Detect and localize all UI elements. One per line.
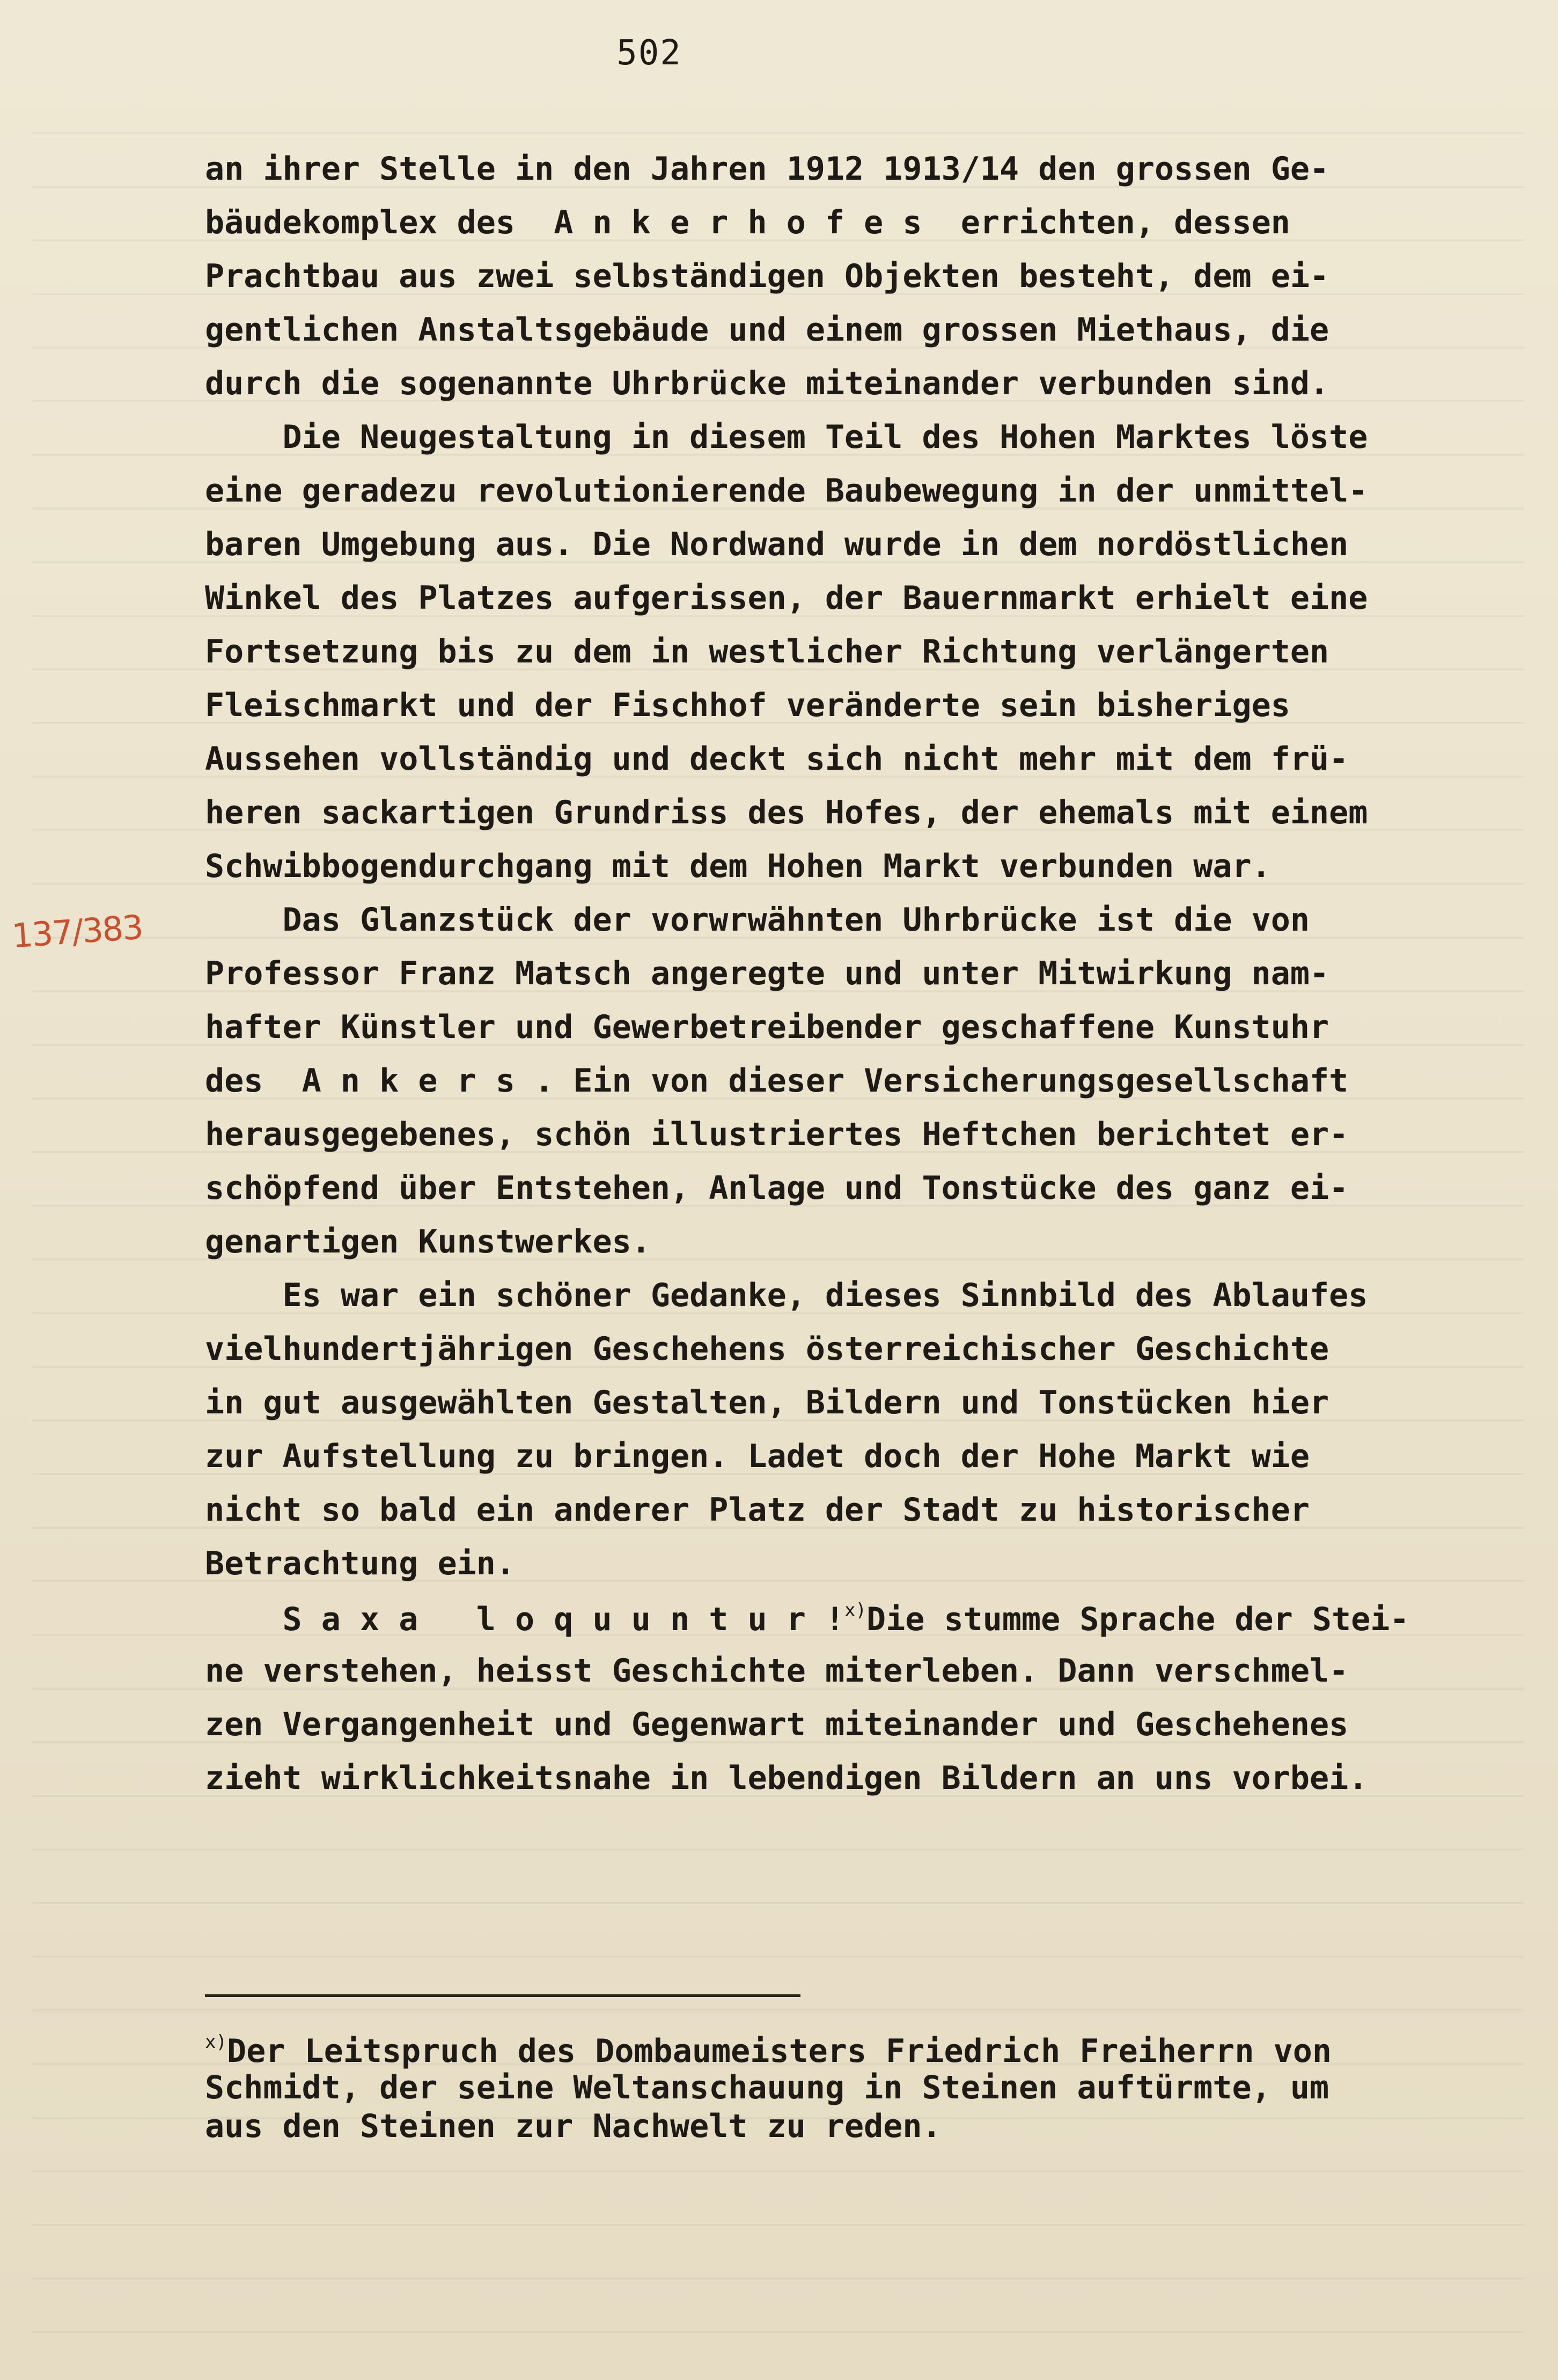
text-line: Aussehen vollständig und deckt sich nicht mehr mit dem frü-: [205, 740, 1349, 778]
text-line: Fortsetzung bis zu dem in westlicher Richtung verlängerten: [205, 633, 1329, 670]
text-line: heren sackartigen Grundriss des Hofes, der ehemals mit einem: [205, 794, 1368, 831]
text-line: nicht so bald ein anderer Platz der Stadt zu historischer: [205, 1491, 1310, 1529]
text-line: schöpfend über Entstehen, Anlage und Tonstücke des ganz ei-: [205, 1169, 1349, 1207]
text-line: Winkel des Platzes aufgerissen, der Bauernmarkt erhielt eine: [205, 579, 1368, 617]
page-number: 502: [616, 33, 682, 73]
footnote-line: [205, 2031, 1332, 2070]
text-line: hafter Künstler und Gewerbetreibender geschaffene Kunstuhr: [205, 1008, 1329, 1046]
saxa-quote: S a x a l o q u u n t u r !: [205, 1601, 845, 1638]
saxa-line: [205, 1600, 1409, 1638]
text-line: herausgegebenes, schön illustriertes Heftchen berichtet er-: [205, 1116, 1349, 1153]
text-line: Schwibbogendurchgang mit dem Hohen Markt verbunden war.: [205, 848, 1271, 885]
closing-line: zen Vergangenheit und Gegenwart miteinander und Geschehenes: [205, 1706, 1349, 1743]
closing-line: zieht wirklichkeitsnahe in lebendigen Bildern an uns vorbei.: [205, 1759, 1368, 1797]
text-line: eine geradezu revolutionierende Baubewegung in der unmittel-: [205, 472, 1368, 510]
footnote-line: Schmidt, der seine Weltanschauung in Steinen auftürmte, um: [205, 2069, 1329, 2106]
footnote-text: Der Leitspruch des Dombaumeisters Friedrich Freiherrn von: [226, 2032, 1332, 2070]
text-line: Es war ein schöner Gedanke, dieses Sinnbild des Ablaufes: [205, 1277, 1368, 1314]
footnote-reference-mark: x): [844, 1600, 867, 1621]
text-line: Betrachtung ein.: [205, 1545, 515, 1582]
text-line: in gut ausgewählten Gestalten, Bildern und Tonstücken hier: [205, 1384, 1329, 1421]
margin-annotation: 137/383: [10, 907, 144, 956]
text-line: bäudekomplex des A n k e r h o f e s errichten, dessen: [205, 204, 1290, 241]
text-line: vielhundertjährigen Geschehens österreichischer Geschichte: [205, 1330, 1329, 1368]
text-line: Das Glanzstück der vorwrwähnten Uhrbrücke ist die von: [205, 901, 1310, 939]
text-line: des A n k e r s . Ein von dieser Versicherungsgesellschaft: [205, 1062, 1349, 1100]
text-line: gentlichen Anstaltsgebäude und einem grossen Miethaus, die: [205, 311, 1329, 349]
closing-line: ne verstehen, heisst Geschichte miterleben. Dann verschmel-: [205, 1652, 1349, 1690]
text-line: genartigen Kunstwerkes.: [205, 1223, 651, 1261]
footnote-line: aus den Steinen zur Nachwelt zu reden.: [205, 2108, 942, 2145]
footnote-divider: [205, 1994, 800, 1997]
text-line: Die Neugestaltung in diesem Teil des Hohen Marktes löste: [205, 418, 1368, 456]
saxa-line-rest: Die stumme Sprache der Stei-: [866, 1601, 1409, 1638]
footnote-mark: x): [205, 2031, 227, 2053]
text-line: Prachtbau aus zwei selbständigen Objekten besteht, dem ei-: [205, 257, 1329, 295]
text-line: durch die sogenannte Uhrbrücke miteinander verbunden sind.: [205, 365, 1329, 402]
text-line: baren Umgebung aus. Die Nordwand wurde in dem nordöstlichen: [205, 526, 1349, 563]
text-line: Professor Franz Matsch angeregte und unter Mitwirkung nam-: [205, 955, 1329, 992]
text-line: an ihrer Stelle in den Jahren 1912 1913/14 den grossen Ge-: [205, 150, 1329, 188]
text-line: zur Aufstellung zu bringen. Ladet doch der Hohe Markt wie: [205, 1438, 1310, 1475]
text-line: Fleischmarkt und der Fischhof veränderte sein bisheriges: [205, 687, 1290, 724]
